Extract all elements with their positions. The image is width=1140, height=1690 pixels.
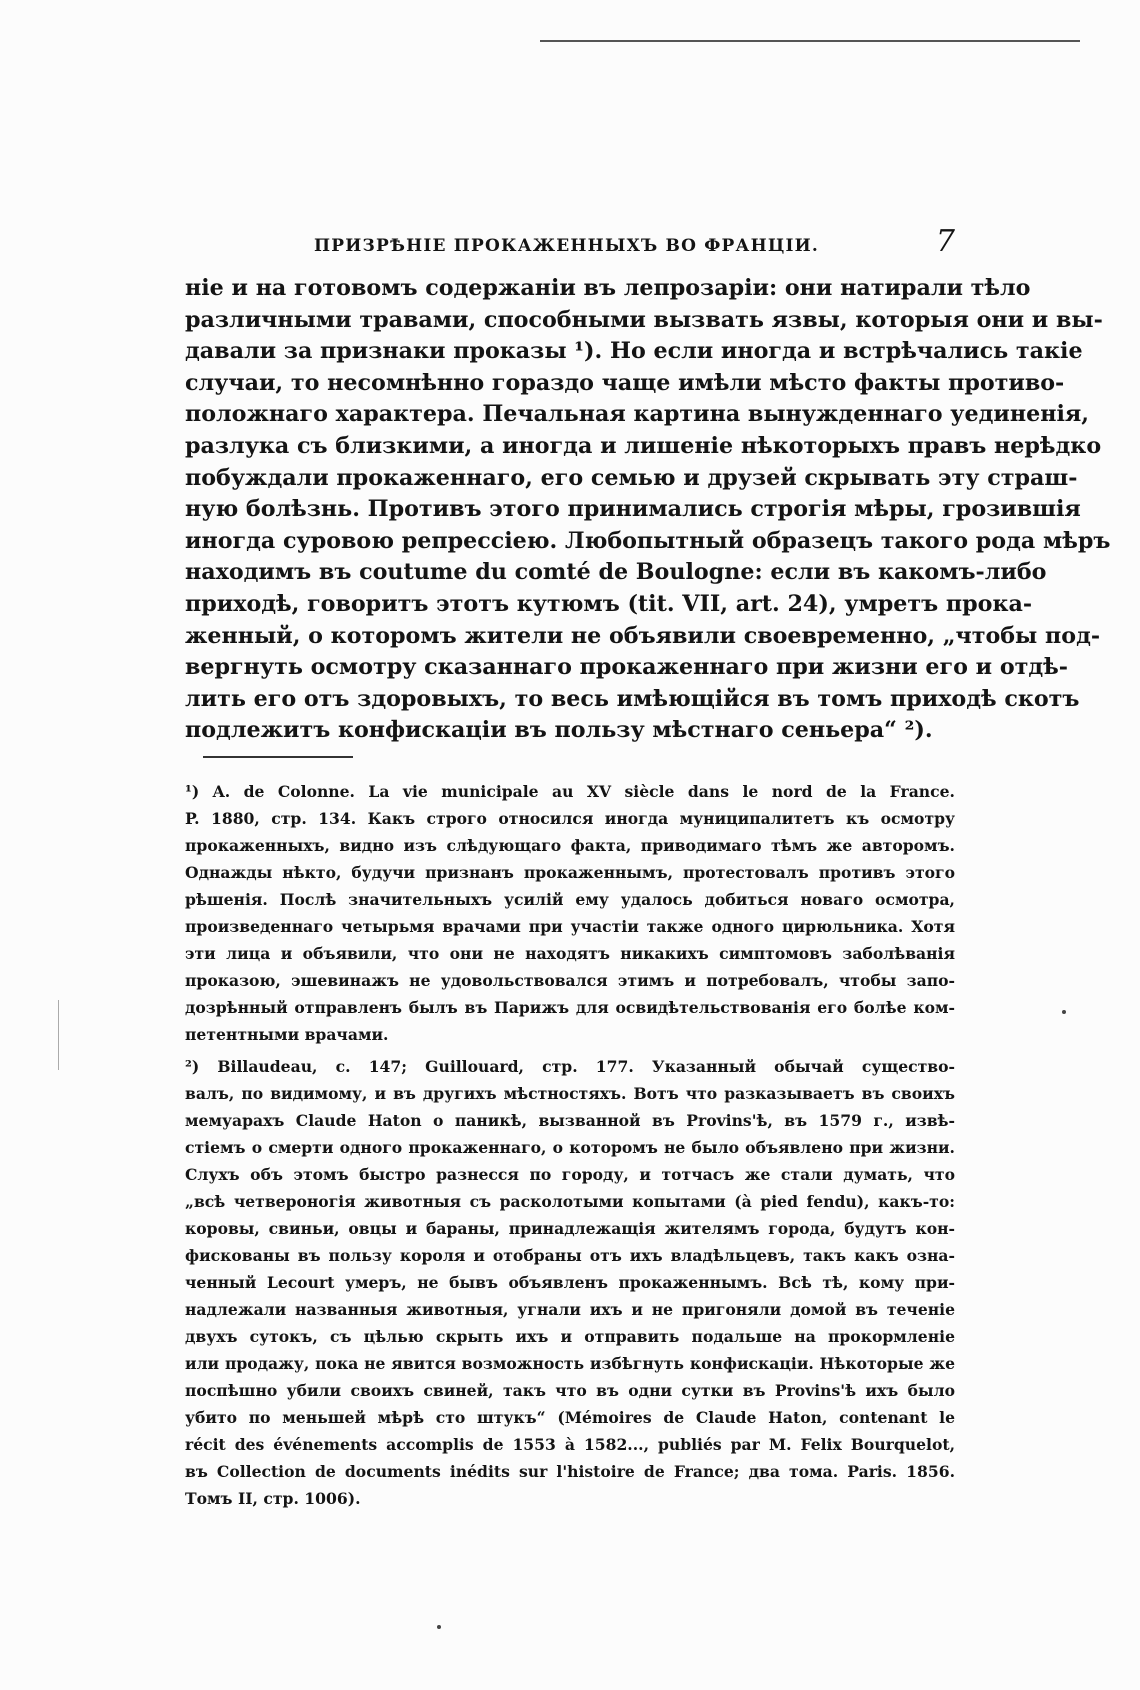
body-line: разлука съ близкими, а иногда и лишеніе нѣкоторыхъ правъ нерѣдко [185,432,1102,459]
footnote-line: ченный Lecourt умеръ, не бывъ объявленъ прокаженнымъ. Всѣ тѣ, кому при- [185,1273,955,1292]
footnote-line: или продажу, пока не явится возможность избѣгнуть конфискаціи. Нѣкоторые же [185,1354,955,1373]
scan-margin-mark [58,1000,59,1070]
scan-speck [1062,1010,1066,1014]
footnote-line: надлежали названныя животныя, угнали ихъ и не пригоняли домой въ теченіе [185,1300,955,1319]
footnote-line: двухъ сутокъ, съ цѣлью скрыть ихъ и отправить подальше на прокормленіе [185,1327,955,1346]
running-title: ПРИЗРѢНІЕ ПРОКАЖЕННЫХЪ ВО ФРАНЦІИ. [314,236,820,256]
footnote-line: коровы, свиньи, овцы и бараны, принадлежащія жителямъ города, будутъ кон- [185,1219,955,1238]
body-line: побуждали прокаженнаго, его семью и друзей скрывать эту страш- [185,464,1078,491]
body-line: ніе и на готовомъ содержаніи въ лепрозаріи: они натирали тѣло [185,275,1031,301]
footnote-line: дозрѣнный отправленъ былъ въ Парижъ для освидѣтельствованія его болѣе ком- [185,998,955,1017]
body-line: подлежитъ конфискаціи въ пользу мѣстнаго сеньера“ ²). [185,717,933,744]
footnote-line: рѣшенія. Послѣ значительныхъ усилій ему удалось добиться новаго осмотра, [185,890,955,909]
body-line: находимъ въ coutume du comté de Boulogne: если въ какомъ-либо [185,559,1047,586]
footnote-line: эти лица и объявили, что они не находятъ никакихъ симптомовъ заболѣванія [185,944,955,963]
footnotes [185,778,955,1512]
footnote-separator [203,756,353,758]
body-line: давали за признаки проказы ¹). Но если иногда и встрѣчались такіе [185,338,1083,365]
footnote-line: поспѣшно убили своихъ свиней, такъ что въ одни сутки въ Provins'ѣ ихъ было [185,1381,955,1400]
body-line: иногда суровою репрессіею. Любопытный образецъ такого рода мѣръ [185,527,1111,554]
page-header [290,224,955,268]
footnote-line: убито по меньшей мѣрѣ сто штукъ“ (Mémoires de Claude Haton, contenant le [185,1408,955,1427]
page-number: 7 [935,224,955,259]
body-line: лить его отъ здоровыхъ, то весь имѣющійся въ томъ приходѣ скотъ [185,685,1080,712]
top-edge-rule [540,40,1080,42]
footnote-line: Однажды нѣкто, будучи признанъ прокаженнымъ, протестовалъ противъ этого [185,863,955,882]
footnote-1 [185,778,955,1048]
body-line: женный, о которомъ жители не объявили своевременно, „чтобы под- [185,622,1101,649]
footnote-line: P. 1880, стр. 134. Какъ строго относился иногда муниципалитетъ къ осмотру [185,809,955,828]
footnote-line: фискованы въ пользу короля и отобраны отъ ихъ владѣльцевъ, такъ какъ озна- [185,1246,955,1265]
footnote-line: стіемъ о смерти одного прокаженнаго, о которомъ не было объявлено при жизни. [185,1138,955,1157]
footnote-line: проказою, эшевинажъ не удовольствовался этимъ и потребовалъ, чтобы запо- [185,971,955,990]
footnote-line: валъ, по видимому, и въ другихъ мѣстностяхъ. Вотъ что разказываетъ въ своихъ [185,1084,955,1103]
body-line: приходѣ, говоритъ этотъ кутюмъ (tit. VII, art. 24), умретъ прока- [185,590,1033,617]
body-line: различными травами, способными вызвать язвы, которыя они и вы- [185,306,1103,333]
footnote-line: Слухъ объ этомъ быстро разнесся по городу, и тотчасъ же стали думать, что [185,1165,955,1184]
footnote-line: мемуарахъ Claude Haton о паникѣ, вызванной въ Provins'ѣ, въ 1579 г., извѣ- [185,1111,955,1130]
footnote-line: Томъ II, стр. 1006). [185,1489,361,1508]
body-line: ную болѣзнь. Противъ этого принимались строгія мѣры, грозившія [185,496,1081,523]
footnote-line: въ Collection de documents inédits sur l'histoire de France; два тома. Paris. 1856. [185,1462,955,1481]
footnote-line: récit des événements accomplis de 1553 à 1582..., publiés par M. Felix Bourquelot, [185,1435,955,1454]
scan-speck [437,1625,441,1629]
footnote-line: ²) Billaudeau, c. 147; Guillouard, стр. 177. Указанный обычай существо- [185,1057,955,1076]
footnote-line: прокаженныхъ, видно изъ слѣдующаго факта, приводимаго тѣмъ же авторомъ. [185,836,955,855]
body-line: положнаго характера. Печальная картина вынужденнаго уединенія, [185,401,1090,428]
main-text [185,273,1111,747]
footnote-2 [185,1053,955,1512]
footnote-line: ¹) A. de Colonne. La vie municipale au XV siècle dans le nord de la France. [185,782,955,801]
body-line: вергнуть осмотру сказаннаго прокаженнаго при жизни его и отдѣ- [185,654,1068,681]
footnote-line: произведеннаго четырьмя врачами при участіи также одного цирюльника. Хотя [185,917,955,936]
footnote-line: „всѣ четвероногія животныя съ расколотыми копытами (à pied fendu), какъ-то: [185,1192,955,1211]
footnote-line: петентными врачами. [185,1025,389,1044]
body-line: случаи, то несомнѣнно гораздо чаще имѣли мѣсто факты противо- [185,369,1065,396]
